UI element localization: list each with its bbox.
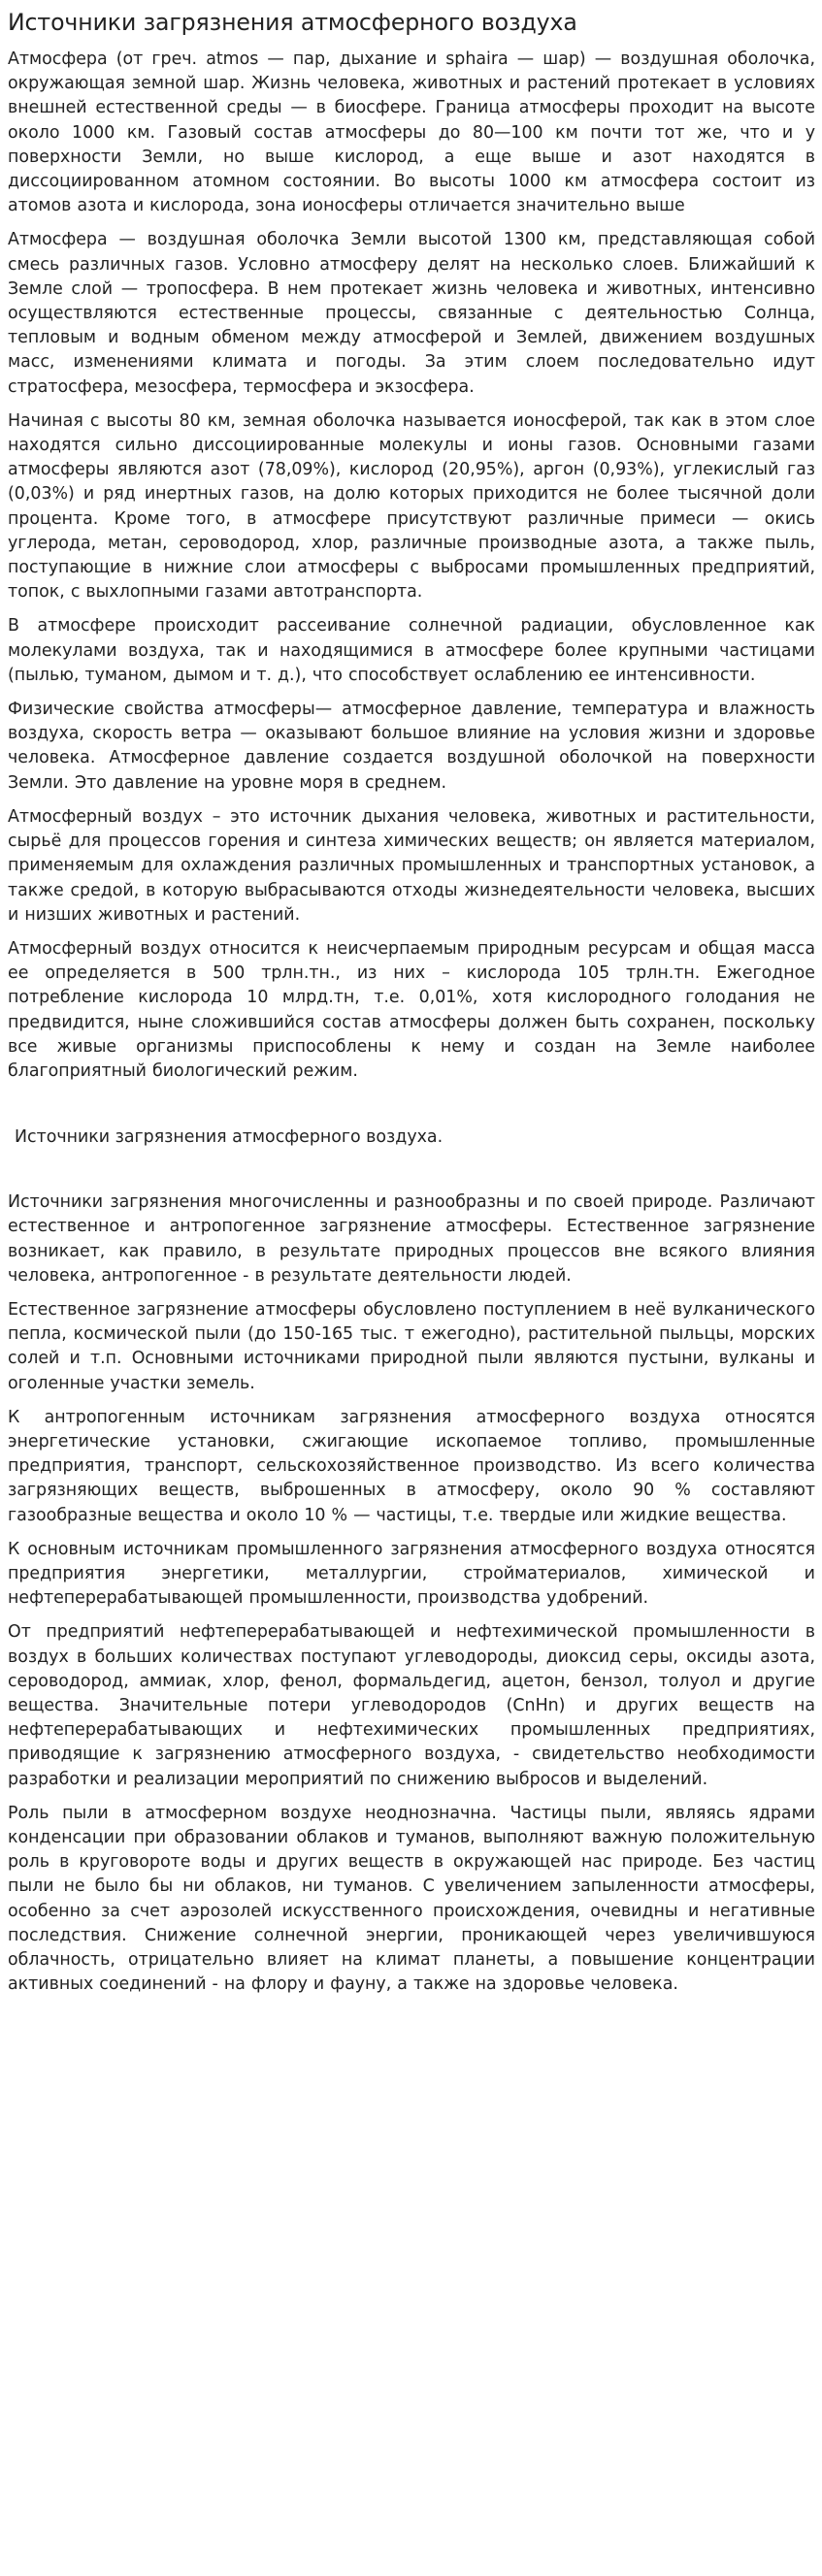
paragraph: Атмосфера — воздушная оболочка Земли высотой 1300 км, представляющая собой смесь различных газов. Условно атмосферу делят на несколько слоев. Ближайший к Земле слой — тропосфера. В нем протекает жизнь человека и животных, интенсивно осуществляются естественные процессы, связанные с деятельностью Солнца, тепловым и водным обменом между атмосферой и Землей, движением воздушных масс, изменениями климата и погоды. За этим слоем последовательно идут стратосфера, мезосфера, термосфера и экзосфера.	[8, 230, 815, 397]
paragraph: В атмосфере происходит рассеивание солнечной радиации, обусловленное как молекулами воздуха, так и находящимися в атмосфере более крупными частицами (пылью, туманом, дымом и т. д.), что способствует ослаблению ее интенсивности.	[8, 616, 815, 685]
paragraph: Источники загрязнения многочисленны и разнообразны и по своей природе. Различают естественное и антропогенное загрязнение атмосферы. Естественное загрязнение возникает, как правило, в результате природных процессов вне всякого влияния человека, антропогенное - в результате деятельности людей.	[8, 1192, 815, 1286]
document-page	[8, 0, 815, 2006]
paragraph: Физические свойства атмосферы— атмосферное давление, температура и влажность воздуха, скорость ветра — оказывают большое влияние на условия жизни и здоровье человека. Атмосферное давление создается воздушной оболочкой на поверхности Земли. Это давление на уровне моря в среднем.	[8, 700, 815, 793]
sources-section	[8, 1190, 815, 1997]
paragraph: Атмосферный воздух – это источник дыхания человека, животных и растительности, сырьё для процессов горения и синтеза химических веществ; он является материалом, применяемым для охлаждения различных промышленных и транспортных установок, а также средой, в которую выбрасываются отходы жизнедеятельности человека, высших и низших животных и растений.	[8, 806, 815, 925]
paragraph: Начиная с высоты 80 км, земная оболочка называется ионосферой, так как в этом слое находятся сильно диссоциированные молекулы и ионы газов. Основными газами атмосферы являются азот (78,09%), кислород (20,95%), аргон (0,93%), углекислый газ (0,03%) и ряд инертных газов, на долю которых приходится не более тысячной доли процента. Кроме того, в атмосфере присутствуют различные примеси — окись углерода, метан, сероводород, хлор, различные производные азота, а также пыль, поступающие в нижние слои атмосферы с выбросами промышленных предприятий, топок, с выхлопными газами автотранспорта.	[8, 410, 815, 603]
page-title: Источники загрязнения атмосферного воздуха	[8, 9, 577, 36]
paragraph: Атмосферный воздух относится к неисчерпаемым природным ресурсам и общая масса ее определяется в 500 трлн.тн., из них – кислорода 105 трлн.тн. Ежегодное потребление кислорода 10 млрд.тн, т.е. 0,01%, хотя кислородного голодания не предвидится, ныне сложившийся состав атмосферы должен быть сохранен, поскольку все живые организмы приспособлены к нему и создан на Земле наиболее благоприятный биологический режим.	[8, 938, 815, 1081]
paragraph: Роль пыли в атмосферном воздухе неоднозначна. Частицы пыли, являясь ядрами конденсации при образовании облаков и туманов, выполняют важную положительную роль в круговороте воды и других веществ в окружающей нас природе. Без частиц пыли не было бы ни облаков, ни туманов. С увеличением запыленности атмосферы, особенно за счет аэрозолей искусственного происхождения, очевидны и негативные последствия. Снижение солнечной энергии, проникающей через увеличившуюся облачность, отрицательно влияет на климат планеты, а повышение концентрации активных соединений - на флору и фауну, а также на здоровье человека.	[8, 1803, 815, 1995]
paragraph: Естественное загрязнение атмосферы обусловлено поступлением в неё вулканического пепла, космической пыли (до 150-165 тыс. т ежегодно), растительной пыльцы, морских солей и т.п. Основными источниками природной пыли являются пустыни, вулканы и оголенные участки земель.	[8, 1299, 815, 1393]
section-heading: Источники загрязнения атмосферного воздуха.	[15, 1127, 444, 1148]
paragraph: От предприятий нефтеперерабатывающей и нефтехимической промышленности в воздух в больших количествах поступают углеводороды, диоксид серы, оксиды азота, сероводород, аммиак, хлор, фенол, формальдегид, ацетон, бензол, толуол и другие вещества. Значительные потери углеводородов (CnHn) и других веществ на нефтеперерабатывающих и нефтехимических промышленных предприятиях, приводящие к загрязнению атмосферного воздуха, - свидетельство необходимости разработки и реализации мероприятий по снижению выбросов и выделений.	[8, 1622, 815, 1789]
paragraph: К основным источникам промышленного загрязнения атмосферного воздуха относятся предприятия энергетики, металлургии, стройматериалов, химической и нефтеперерабатывающей промышленности, производства удобрений.	[8, 1539, 815, 1609]
spacer	[8, 1150, 815, 1190]
intro-section	[8, 48, 815, 1084]
paragraph: Атмосфера (от греч. atmos — пар, дыхание и sphaira — шар) — воздушная оболочка, окружающая земной шар. Жизнь человека, животных и растений протекает в условиях внешней естественной среды — в биосфере. Граница атмосферы проходит на высоте около 1000 км. Газовый состав атмосферы до 80—100 км почти тот же, что и у поверхности Земли, но выше кислород, а еще выше и азот находятся в диссоциированном атомном состоянии. Во высоты 1000 км атмосфера состоит из атомов азота и кислорода, зона ионосферы отличается значительно выше	[8, 49, 815, 216]
paragraph: К антропогенным источникам загрязнения атмосферного воздуха относятся энергетические установки, сжигающие ископаемое топливо, промышленные предприятия, транспорт, сельскохозяйственное производство. Из всего количества загрязняющих веществ, выброшенных в атмосферу, около 90 % составляют газообразные вещества и около 10 % — частицы, т.е. твердые или жидкие вещества.	[8, 1407, 815, 1525]
